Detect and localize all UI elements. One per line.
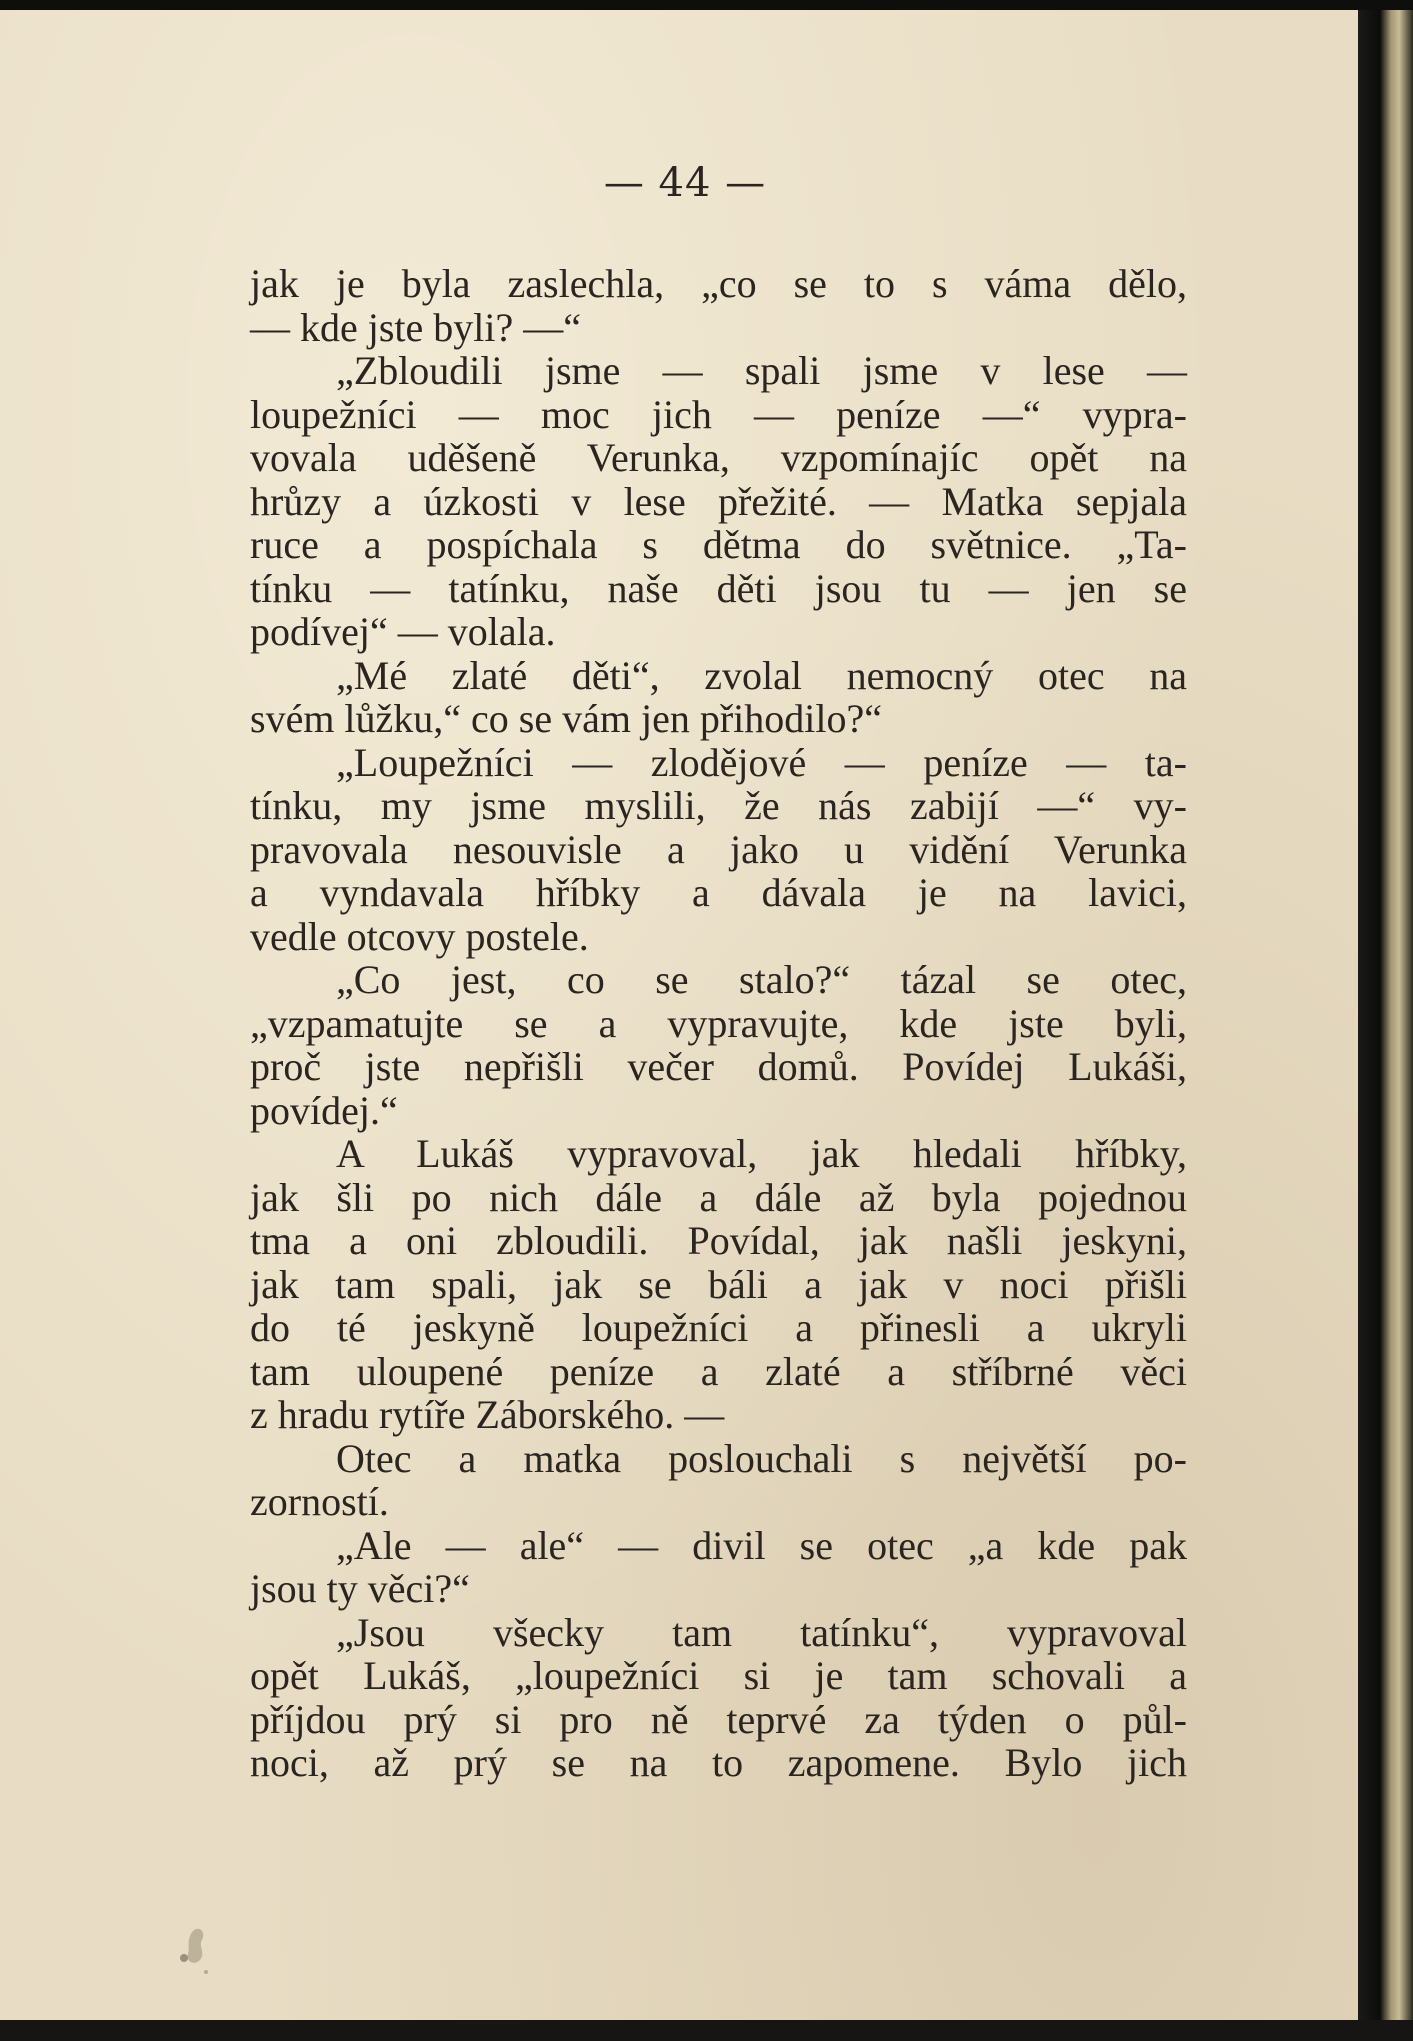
text-line: noci, až prý se na to zapomene. Bylo jich: [250, 1740, 1187, 1785]
text-line: a vyndavala hříbky a dávala je na lavici,: [250, 870, 1187, 915]
text-line: — kde jste byli? —“: [250, 304, 582, 350]
text-line: příjdou prý si pro ně teprvé za týden o půl-: [250, 1696, 1187, 1742]
text-line: „Ale — ale“ — divil se otec „a kde pak: [336, 1522, 1187, 1568]
text-line: „Co jest, co se stalo?“ tázal se otec,: [336, 957, 1187, 1002]
text-line: zorností.: [250, 1479, 389, 1524]
book-page: [0, 10, 1370, 2020]
text-line: do té jeskyně loupežníci a přinesli a ukryli: [250, 1305, 1187, 1350]
text-line: A Lukáš vypravoval, jak hledali hříbky,: [336, 1131, 1187, 1176]
text-line: tínku, my jsme myslili, že nás zabijí —“ vy-: [250, 783, 1187, 828]
text-line: hrůzy a úzkosti v lese přežité. — Matka sepjala: [250, 478, 1187, 524]
text-line: vedle otcovy postele.: [250, 913, 589, 959]
text-line: „Loupežníci — zlodějové — peníze — ta-: [336, 739, 1187, 785]
text-line: jak šli po nich dále a dále až byla pojednou: [250, 1174, 1187, 1220]
text-line: Otec a matka poslouchali s největší po-: [336, 1435, 1187, 1481]
text-line: povídej.“: [250, 1087, 398, 1133]
text-line: jsou ty věci?“: [250, 1566, 470, 1611]
text-line: vovala uděšeně Verunka, vzpomínajíc opět na: [250, 435, 1187, 480]
text-line: „vzpamatujte se a vypravujte, kde jste byli,: [250, 1000, 1187, 1046]
text-line: proč jste nepřišli večer domů. Povídej Lukáši,: [250, 1044, 1187, 1089]
text-line: pravovala nesouvisle a jako u vidění Verunka: [250, 826, 1187, 872]
text-line: podívej“ — volala.: [250, 609, 556, 654]
text-line: „Mé zlaté děti“, zvolal nemocný otec na: [336, 652, 1187, 698]
text-line: tínku — tatínku, naše děti jsou tu — jen se: [250, 565, 1187, 611]
scan-edge-bottom: [0, 2020, 1413, 2041]
body-text: [250, 262, 1187, 1785]
text-line: jak je byla zaslechla, „co se to s váma dělo,: [250, 261, 1187, 306]
text-line: ruce a pospíchala s dětma do světnice. „Ta-: [250, 522, 1187, 567]
text-line: tma a oni zbloudili. Povídal, jak našli jeskyni,: [250, 1218, 1187, 1263]
text-line: loupežníci — moc jich — peníze —“ vypra-: [250, 391, 1187, 437]
scan-edge-right: [1358, 10, 1413, 2041]
ink-smudge: [176, 1922, 222, 1982]
text-line: z hradu rytíře Záborského. —: [250, 1392, 725, 1437]
text-line: „Jsou všecky tam tatínku“, vypravoval: [336, 1609, 1187, 1655]
text-line: jak tam spali, jak se báli a jak v noci přišli: [250, 1261, 1187, 1307]
page-number: — 44 —: [603, 160, 767, 206]
text-line: „Zbloudili jsme — spali jsme v lese —: [336, 348, 1187, 393]
text-line: svém lůžku,“ co se vám jen přihodilo?“: [250, 696, 883, 741]
text-line: opět Lukáš, „loupežníci si je tam schovali a: [250, 1653, 1187, 1698]
text-line: tam uloupené peníze a zlaté a stříbrné věci: [250, 1348, 1187, 1394]
